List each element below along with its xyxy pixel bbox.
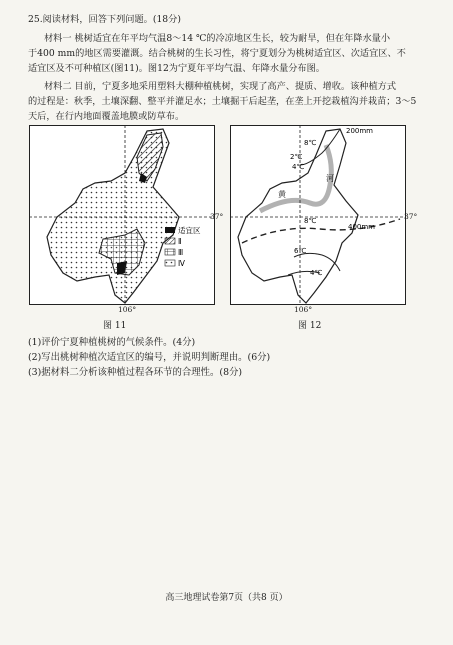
fig11-lon-label: 106° (118, 305, 137, 314)
material2-line-1: 材料二 目前，宁夏多地采用塑料大棚种植桃树，实现了高产、提质、增收。该种植方式 (44, 81, 397, 92)
subquestion-2: (2)写出桃树种植次适宜区的编号，并说明判断理由。(6分) (28, 352, 271, 363)
material1-line-2: 于400 mm的地区需要灌溉。结合桃树的生长习性，将宁夏划分为桃树适宜区、次适宜区、不 (28, 48, 406, 59)
label-8c-mid: 8℃ (304, 217, 317, 225)
material1-line-1: 材料一 桃树适宜在年平均气温8～14 ℃的冷凉地区生长，较为耐旱，但在年降水量小 (44, 33, 391, 44)
page-footer: 高三地理试卷第7页（共8 页） (165, 593, 288, 603)
legend-label-iii: Ⅲ (178, 248, 184, 257)
fig11-lat-label-outer: 37° (210, 212, 224, 221)
legend-label-ii: Ⅱ (178, 237, 182, 246)
fig12-lon-label: 106° (294, 305, 313, 314)
legend-swatch-suitable (165, 227, 175, 233)
legend-label-suitable: 适宜区 (178, 226, 201, 235)
material2-line-3: 天后，在行内地面覆盖地膜或防草布。 (28, 111, 185, 122)
label-he: 河 (326, 174, 334, 183)
fig11-caption: 图 11 (103, 321, 127, 331)
question-header: 25.阅读材料，回答下列问题。(18分) (28, 14, 181, 25)
fig12-caption: 图 12 (298, 321, 322, 331)
legend-swatch-iii (165, 249, 175, 255)
legend-swatch-ii (165, 238, 175, 244)
figure-12-map (230, 125, 406, 305)
legend-label-iv: Ⅳ (178, 259, 185, 268)
fig12-lat-label: 37° (404, 212, 418, 221)
label-huang: 黄 (278, 190, 286, 199)
material2-line-2: 的过程是：秋季，土壤深翻、整平并灌足水；土壤掘干后起垄，在垄上开挖栽植沟并栽苗；3～5 (28, 96, 417, 107)
label-2c: 2℃ (290, 153, 303, 161)
material1-line-3: 适宜区及不可种植区(图11)。图12为宁夏年平均气温、年降水量分布图。 (28, 63, 325, 74)
figure-11-map (29, 125, 215, 305)
label-8c-top: 8℃ (304, 139, 317, 147)
subquestion-1: (1)评价宁夏种植桃树的气候条件。(4分) (28, 337, 196, 348)
label-6c: 6℃ (294, 247, 307, 255)
label-4c-bottom: 4℃ (310, 269, 323, 277)
subquestion-3: (3)据材料二分析该种植过程各环节的合理性。(8分) (28, 367, 243, 378)
legend-swatch-iv (165, 260, 175, 266)
label-400mm: 400mm (348, 223, 375, 231)
label-200mm: 200mm (346, 127, 373, 135)
label-4c-top: 4℃ (292, 163, 305, 171)
